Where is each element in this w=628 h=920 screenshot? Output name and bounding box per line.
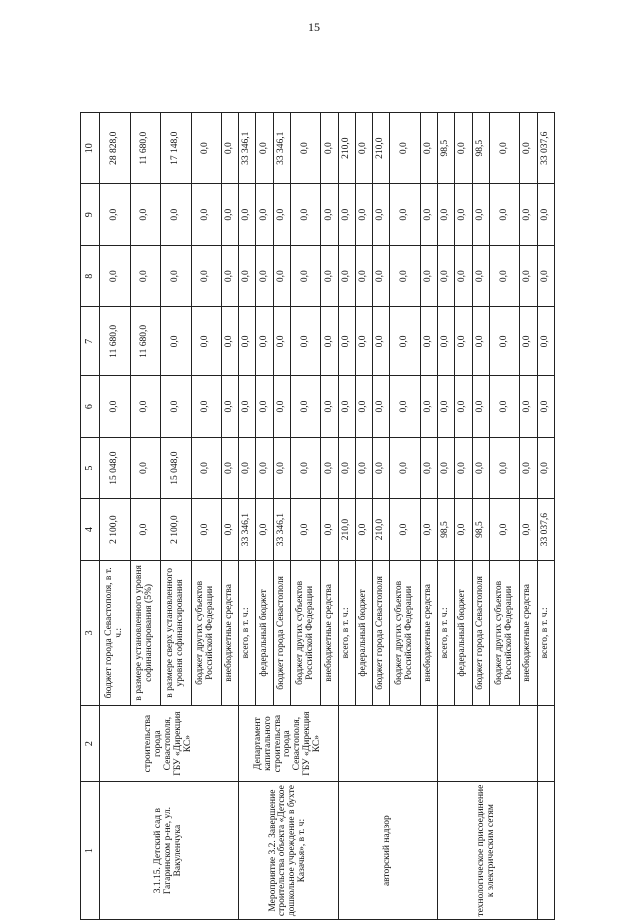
- value-cell: 98,5: [472, 113, 489, 184]
- value-cell: 0,0: [222, 113, 239, 184]
- value-cell: 0,0: [222, 376, 239, 438]
- value-cell: 0,0: [472, 307, 489, 376]
- value-cell: 11 680,0: [100, 307, 131, 376]
- value-cell: 0,0: [489, 437, 520, 499]
- funding-source-cell: бюджет других субъектов Российской Федерации: [290, 560, 321, 705]
- responsible-cell: [438, 705, 537, 781]
- value-cell: 0,0: [390, 113, 421, 184]
- value-cell: 33 346,1: [239, 113, 256, 184]
- value-cell: 0,0: [420, 184, 437, 246]
- value-cell: 11 680,0: [130, 113, 161, 184]
- value-cell: 0,0: [355, 499, 372, 561]
- value-cell: 0,0: [438, 245, 455, 307]
- value-cell: 0,0: [438, 307, 455, 376]
- value-cell: 0,0: [489, 184, 520, 246]
- value-cell: 0,0: [390, 307, 421, 376]
- value-cell: 0,0: [321, 499, 338, 561]
- column-header: 2: [81, 705, 100, 781]
- funding-source-cell: всего, в т. ч.:: [438, 560, 455, 705]
- funding-source-cell: всего, в т. ч.:: [239, 560, 256, 705]
- value-cell: 0,0: [100, 184, 131, 246]
- value-cell: 0,0: [273, 245, 290, 307]
- value-cell: 28 828,0: [100, 113, 131, 184]
- value-cell: 0,0: [420, 499, 437, 561]
- funding-source-cell: бюджет города Севастополя, в т. ч.:: [100, 560, 131, 705]
- funding-source-cell: в размере установленного уровня софинансирования (5%): [130, 560, 161, 705]
- column-header: 10: [81, 113, 100, 184]
- table-row: [537, 113, 554, 920]
- value-cell: 0,0: [100, 245, 131, 307]
- value-cell: 0,0: [290, 113, 321, 184]
- value-cell: 0,0: [455, 437, 472, 499]
- column-header: 4: [81, 499, 100, 561]
- value-cell: 0,0: [222, 307, 239, 376]
- value-cell: 2 100,0: [161, 499, 192, 561]
- item-name-cell: технологическое присоединение к электрическим сетям: [438, 782, 537, 920]
- value-cell: 0,0: [438, 184, 455, 246]
- value-cell: 0,0: [355, 113, 372, 184]
- value-cell: 0,0: [455, 499, 472, 561]
- responsible-cell: [537, 705, 554, 781]
- funding-source-cell: внебюджетные средства: [420, 560, 437, 705]
- value-cell: 0,0: [390, 376, 421, 438]
- value-cell: 0,0: [455, 307, 472, 376]
- value-cell: 0,0: [338, 307, 355, 376]
- value-cell: 0,0: [520, 113, 537, 184]
- value-cell: 210,0: [338, 499, 355, 561]
- value-cell: 0,0: [100, 376, 131, 438]
- rotated-table-container: [80, 112, 555, 920]
- value-cell: 0,0: [191, 184, 222, 246]
- value-cell: 0,0: [161, 184, 192, 246]
- value-cell: 0,0: [130, 376, 161, 438]
- value-cell: 0,0: [438, 437, 455, 499]
- value-cell: 0,0: [290, 245, 321, 307]
- value-cell: 33 346,1: [273, 113, 290, 184]
- value-cell: 0,0: [390, 184, 421, 246]
- value-cell: 0,0: [420, 245, 437, 307]
- value-cell: 0,0: [537, 184, 554, 246]
- value-cell: 0,0: [537, 437, 554, 499]
- value-cell: 0,0: [338, 245, 355, 307]
- value-cell: 2 100,0: [100, 499, 131, 561]
- column-header: 8: [81, 245, 100, 307]
- value-cell: 0,0: [222, 245, 239, 307]
- value-cell: 0,0: [273, 437, 290, 499]
- value-cell: 0,0: [420, 437, 437, 499]
- value-cell: 0,0: [472, 376, 489, 438]
- value-cell: 0,0: [161, 307, 192, 376]
- value-cell: 0,0: [373, 437, 390, 499]
- value-cell: 0,0: [321, 376, 338, 438]
- value-cell: 98,5: [438, 499, 455, 561]
- value-cell: 0,0: [420, 113, 437, 184]
- value-cell: 0,0: [239, 437, 256, 499]
- table-row: [338, 113, 355, 920]
- funding-source-cell: федеральный бюджет: [355, 560, 372, 705]
- value-cell: 33 037,6: [537, 113, 554, 184]
- value-cell: 0,0: [489, 307, 520, 376]
- value-cell: 0,0: [520, 376, 537, 438]
- value-cell: 0,0: [489, 376, 520, 438]
- value-cell: 0,0: [290, 376, 321, 438]
- column-header: 5: [81, 437, 100, 499]
- value-cell: 0,0: [373, 184, 390, 246]
- value-cell: 0,0: [537, 245, 554, 307]
- value-cell: 0,0: [191, 376, 222, 438]
- value-cell: 0,0: [438, 376, 455, 438]
- value-cell: 0,0: [191, 307, 222, 376]
- value-cell: 0,0: [520, 499, 537, 561]
- page-number: 15: [308, 20, 320, 34]
- item-name-cell: Мероприятие 3.2. Завершение строительства объекта «Детское дошкольное учреждение в бухте Казачья», в т. ч:: [239, 782, 338, 920]
- value-cell: 0,0: [537, 307, 554, 376]
- column-header: 7: [81, 307, 100, 376]
- value-cell: 0,0: [239, 307, 256, 376]
- value-cell: 0,0: [390, 437, 421, 499]
- funding-source-cell: бюджет других субъектов Российской Федерации: [191, 560, 222, 705]
- column-header: 9: [81, 184, 100, 246]
- value-cell: 0,0: [239, 184, 256, 246]
- funding-source-cell: федеральный бюджет: [256, 560, 273, 705]
- value-cell: 15 048,0: [100, 437, 131, 499]
- value-cell: 0,0: [256, 499, 273, 561]
- value-cell: 0,0: [273, 307, 290, 376]
- item-name-cell: авторский надзор: [338, 782, 437, 920]
- value-cell: 0,0: [191, 113, 222, 184]
- value-cell: 0,0: [489, 113, 520, 184]
- value-cell: 0,0: [130, 184, 161, 246]
- value-cell: 0,0: [191, 437, 222, 499]
- value-cell: 98,5: [472, 499, 489, 561]
- funding-source-cell: бюджет города Севастополя: [373, 560, 390, 705]
- value-cell: 0,0: [520, 307, 537, 376]
- value-cell: 0,0: [489, 499, 520, 561]
- budget-table: [80, 112, 555, 920]
- value-cell: 0,0: [191, 245, 222, 307]
- value-cell: 98,5: [438, 113, 455, 184]
- value-cell: 0,0: [130, 437, 161, 499]
- value-cell: 0,0: [520, 437, 537, 499]
- value-cell: 0,0: [256, 376, 273, 438]
- column-header: 3: [81, 560, 100, 705]
- value-cell: 0,0: [222, 499, 239, 561]
- value-cell: 0,0: [256, 184, 273, 246]
- value-cell: 33 346,1: [239, 499, 256, 561]
- responsible-cell: [338, 705, 437, 781]
- value-cell: 0,0: [321, 307, 338, 376]
- value-cell: 0,0: [130, 245, 161, 307]
- funding-source-cell: всего, в т. ч.:: [537, 560, 554, 705]
- value-cell: 0,0: [373, 307, 390, 376]
- value-cell: 0,0: [290, 307, 321, 376]
- table-body: [100, 113, 555, 920]
- value-cell: 0,0: [355, 376, 372, 438]
- value-cell: 0,0: [130, 499, 161, 561]
- value-cell: 0,0: [256, 245, 273, 307]
- value-cell: 0,0: [472, 437, 489, 499]
- value-cell: 33 346,1: [273, 499, 290, 561]
- value-cell: 0,0: [161, 245, 192, 307]
- funding-source-cell: бюджет города Севастополя: [273, 560, 290, 705]
- value-cell: 0,0: [355, 437, 372, 499]
- value-cell: 0,0: [256, 113, 273, 184]
- responsible-cell: строительства города Севастополя, ГБУ «Дирекция КС»: [100, 705, 239, 781]
- value-cell: 0,0: [338, 376, 355, 438]
- funding-source-cell: внебюджетные средства: [520, 560, 537, 705]
- value-cell: 0,0: [355, 184, 372, 246]
- column-header: 6: [81, 376, 100, 438]
- item-name-cell: 3.1.15. Детский сад в Гагаринском р-не, ул. Вакуленчука: [100, 782, 239, 920]
- item-name-cell: [537, 782, 554, 920]
- value-cell: 0,0: [256, 437, 273, 499]
- value-cell: 0,0: [455, 184, 472, 246]
- funding-source-cell: бюджет города Севастополя: [472, 560, 489, 705]
- value-cell: 0,0: [455, 245, 472, 307]
- value-cell: 0,0: [161, 376, 192, 438]
- value-cell: 0,0: [321, 437, 338, 499]
- value-cell: 0,0: [420, 376, 437, 438]
- value-cell: 0,0: [520, 245, 537, 307]
- value-cell: 0,0: [355, 245, 372, 307]
- funding-source-cell: внебюджетные средства: [321, 560, 338, 705]
- value-cell: 0,0: [290, 437, 321, 499]
- funding-source-cell: бюджет других субъектов Российской Федерации: [390, 560, 421, 705]
- header-row: [81, 113, 100, 920]
- column-header: 1: [81, 782, 100, 920]
- funding-source-cell: федеральный бюджет: [455, 560, 472, 705]
- value-cell: 0,0: [338, 437, 355, 499]
- value-cell: 0,0: [256, 307, 273, 376]
- value-cell: 210,0: [373, 113, 390, 184]
- funding-source-cell: внебюджетные средства: [222, 560, 239, 705]
- funding-source-cell: бюджет других субъектов Российской Федерации: [489, 560, 520, 705]
- value-cell: 0,0: [321, 245, 338, 307]
- value-cell: 0,0: [472, 245, 489, 307]
- funding-source-cell: всего, в т. ч.:: [338, 560, 355, 705]
- value-cell: 0,0: [520, 184, 537, 246]
- value-cell: 0,0: [290, 499, 321, 561]
- value-cell: 0,0: [390, 245, 421, 307]
- table-row: [100, 113, 131, 920]
- value-cell: 0,0: [472, 184, 489, 246]
- value-cell: 0,0: [355, 307, 372, 376]
- value-cell: 0,0: [191, 499, 222, 561]
- value-cell: 210,0: [338, 113, 355, 184]
- value-cell: 0,0: [390, 499, 421, 561]
- table-row: [438, 113, 455, 920]
- value-cell: 0,0: [489, 245, 520, 307]
- value-cell: 0,0: [222, 184, 239, 246]
- value-cell: 0,0: [373, 376, 390, 438]
- value-cell: 0,0: [321, 113, 338, 184]
- value-cell: 0,0: [273, 184, 290, 246]
- value-cell: 0,0: [420, 307, 437, 376]
- value-cell: 0,0: [273, 376, 290, 438]
- value-cell: 0,0: [455, 376, 472, 438]
- value-cell: 0,0: [373, 245, 390, 307]
- value-cell: 0,0: [537, 376, 554, 438]
- funding-source-cell: в размере сверх установленного уровня софинансирования: [161, 560, 192, 705]
- value-cell: 0,0: [321, 184, 338, 246]
- value-cell: 0,0: [239, 376, 256, 438]
- value-cell: 0,0: [455, 113, 472, 184]
- value-cell: 0,0: [290, 184, 321, 246]
- value-cell: 0,0: [239, 245, 256, 307]
- value-cell: 15 048,0: [161, 437, 192, 499]
- value-cell: 33 037,6: [537, 499, 554, 561]
- value-cell: 0,0: [338, 184, 355, 246]
- value-cell: 17 148,0: [161, 113, 192, 184]
- value-cell: 0,0: [222, 437, 239, 499]
- responsible-cell: Департамент капитального строительства города Севастополя, ГБУ «Дирекция КС»: [239, 705, 338, 781]
- value-cell: 11 680,0: [130, 307, 161, 376]
- value-cell: 210,0: [373, 499, 390, 561]
- table-row: [239, 113, 256, 920]
